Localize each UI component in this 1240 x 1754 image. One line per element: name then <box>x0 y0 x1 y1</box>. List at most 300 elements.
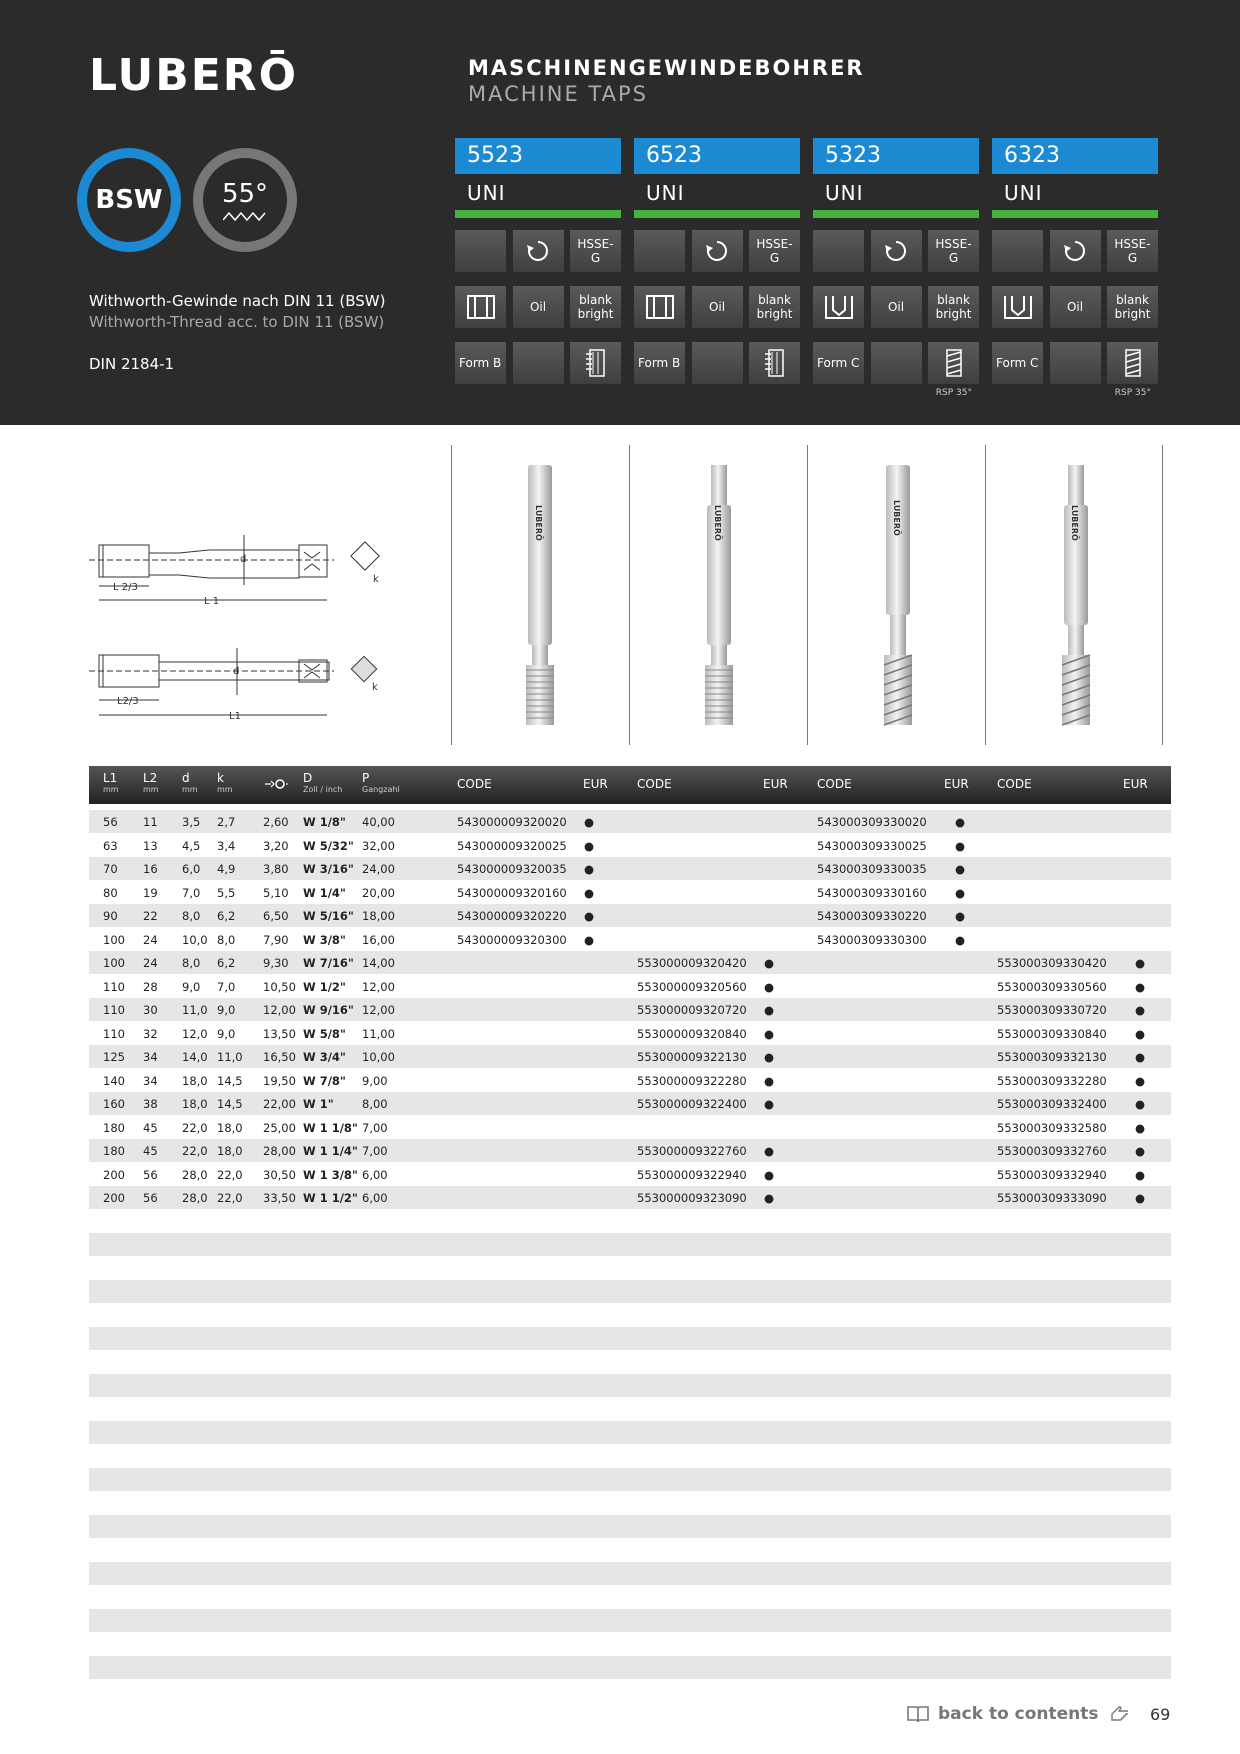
empty-row <box>89 1327 1171 1350</box>
straight-flute-icon <box>749 342 800 384</box>
table-row <box>89 857 1171 880</box>
table-cell: 553000309332580 <box>997 1120 1107 1135</box>
table-cell: 22,0 <box>182 1120 208 1135</box>
surface-finish-icon: blank bright <box>928 286 979 328</box>
spiral-flute-icon <box>928 342 979 384</box>
drill-diameter-icon <box>264 778 288 793</box>
empty-row <box>89 1421 1171 1444</box>
coolant-oil-icon: Oil <box>871 286 922 328</box>
blank-icon <box>992 230 1043 272</box>
table-cell: 553000309330420 <box>997 956 1107 970</box>
empty-row <box>89 1562 1171 1585</box>
product-tolerance: UNI <box>467 181 506 205</box>
table-cell: 180 <box>103 1144 125 1158</box>
table-row <box>89 1186 1171 1209</box>
table-cell: 6,2 <box>217 909 236 923</box>
table-cell: 6,50 <box>263 909 289 923</box>
table-cell: 3,4 <box>217 838 236 853</box>
icon-row-2 <box>455 286 621 328</box>
table-cell: 110 <box>103 1003 125 1017</box>
drawing-label-k: k <box>373 574 379 585</box>
table-cell: 6,0 <box>182 862 201 876</box>
table-cell: W 1/4" <box>303 885 346 900</box>
through-hole-icon <box>455 286 506 328</box>
col-code-2: CODE <box>637 777 672 791</box>
table-cell: 10,50 <box>263 979 296 994</box>
col-code-3: CODE <box>817 777 852 791</box>
table-cell: 34 <box>143 1073 158 1088</box>
table-cell: 22,00 <box>263 1097 296 1111</box>
icon-row-2 <box>634 286 800 328</box>
table-cell: W 3/16" <box>303 862 354 876</box>
availability-dot: ● <box>764 1167 775 1182</box>
availability-dot: ● <box>764 1191 775 1205</box>
table-row <box>89 810 1171 833</box>
table-cell: 24,00 <box>362 862 395 876</box>
table-row <box>89 1139 1171 1162</box>
empty-row <box>89 1515 1171 1538</box>
tap-image-5523 <box>460 460 620 740</box>
empty-row <box>89 1468 1171 1491</box>
table-cell: 553000009322130 <box>637 1050 747 1064</box>
table-cell: 200 <box>103 1167 125 1182</box>
table-cell: W 9/16" <box>303 1003 354 1017</box>
table-row <box>89 928 1171 951</box>
table-cell: W 1 1/8" <box>303 1120 358 1135</box>
table-cell: 543000009320020 <box>457 815 567 829</box>
straight-flute-icon <box>570 342 621 384</box>
table-cell: 543000009320300 <box>457 932 567 947</box>
table-cell: 543000309330020 <box>817 815 927 829</box>
table-cell: 13,50 <box>263 1026 296 1041</box>
table-cell: 543000309330300 <box>817 932 927 947</box>
table-cell: 3,80 <box>263 862 289 876</box>
availability-dot: ● <box>955 862 966 876</box>
col-P: P Gangzahl <box>362 771 400 794</box>
chamfer-form-icon: Form C <box>992 342 1043 384</box>
empty-row <box>89 1280 1171 1303</box>
availability-dot: ● <box>764 1097 775 1111</box>
table-cell: 7,90 <box>263 932 289 947</box>
table-cell: 110 <box>103 1026 125 1041</box>
icon-row-3 <box>992 342 1158 398</box>
col-code-1: CODE <box>457 777 492 791</box>
blind-hole-icon <box>992 286 1043 328</box>
thread-angle-badge <box>193 148 297 252</box>
table-row <box>89 951 1171 974</box>
col-eur-2: EUR <box>763 777 788 791</box>
table-row <box>89 975 1171 998</box>
divider <box>985 445 986 745</box>
table-cell: 2,60 <box>263 815 289 829</box>
table-cell: 543000309330160 <box>817 885 927 900</box>
availability-dot: ● <box>584 885 595 900</box>
icon-row-3 <box>455 342 621 384</box>
availability-dot: ● <box>584 932 595 947</box>
table-row <box>89 881 1171 904</box>
empty-row <box>89 1374 1171 1397</box>
table-cell: 80 <box>103 885 118 900</box>
blind-hole-icon <box>813 286 864 328</box>
surface-finish-icon: blank bright <box>570 286 621 328</box>
blank-icon <box>692 342 743 384</box>
table-cell: 70 <box>103 862 118 876</box>
product-code: 5523 <box>455 138 621 174</box>
table-cell: 7,00 <box>362 1144 388 1158</box>
availability-dot: ● <box>1135 1050 1146 1064</box>
empty-row <box>89 1233 1171 1256</box>
brand-logo: LUBERŌ <box>89 50 299 101</box>
blank-icon <box>455 230 506 272</box>
thread-angle-label: 55° <box>221 179 269 209</box>
availability-dot: ● <box>955 838 966 853</box>
coolant-oil-icon: Oil <box>692 286 743 328</box>
table-cell: 553000009323090 <box>637 1191 747 1205</box>
table-cell: 9,00 <box>362 1073 388 1088</box>
product-code: 6523 <box>634 138 800 174</box>
table-cell: 18,0 <box>217 1120 243 1135</box>
tap-image-5323 <box>818 460 978 740</box>
rsp-angle-label: RSP 35° <box>1114 388 1151 398</box>
table-cell: 10,0 <box>182 932 208 947</box>
table-cell: 8,00 <box>362 1097 388 1111</box>
table-cell: 18,0 <box>217 1144 243 1158</box>
uni-color-bar <box>992 210 1158 218</box>
table-cell: 553000009320840 <box>637 1026 747 1041</box>
table-cell: 63 <box>103 838 118 853</box>
table-cell: 18,0 <box>182 1097 208 1111</box>
table-cell: 16 <box>143 862 158 876</box>
table-cell: 56 <box>143 1167 158 1182</box>
tap-image-6323 <box>996 460 1156 740</box>
table-cell: W 3/4" <box>303 1050 346 1064</box>
table-cell: 20,00 <box>362 885 395 900</box>
tap-brand: LUBERŌ <box>1070 505 1079 541</box>
pointing-hand-icon <box>1107 1705 1129 1723</box>
table-cell: 6,2 <box>217 956 236 970</box>
table-cell: 10,00 <box>362 1050 395 1064</box>
uni-color-bar <box>455 210 621 218</box>
table-cell: 30 <box>143 1003 158 1017</box>
drawing-label-k2: k <box>372 682 378 693</box>
coolant-oil-icon: Oil <box>1050 286 1101 328</box>
table-cell: W 1/2" <box>303 979 346 994</box>
drawing-label-l23b: L2/3 <box>117 696 139 707</box>
page-title-de: MASCHINENGEWINDEBOHRER <box>468 56 865 80</box>
table-cell: 22,0 <box>182 1144 208 1158</box>
table-cell: 6,00 <box>362 1167 388 1182</box>
availability-dot: ● <box>764 956 775 970</box>
availability-dot: ● <box>955 909 966 923</box>
table-cell: 16,50 <box>263 1050 296 1064</box>
table-cell: 543000009320220 <box>457 909 567 923</box>
empty-row <box>89 1656 1171 1679</box>
table-cell: 33,50 <box>263 1191 296 1205</box>
icon-row-1 <box>634 230 800 272</box>
table-cell: W 5/8" <box>303 1026 346 1041</box>
table-cell: 16,00 <box>362 932 395 947</box>
table-cell: 553000309330840 <box>997 1026 1107 1041</box>
thread-description-de: Withworth-Gewinde nach DIN 11 (BSW) <box>89 292 386 310</box>
product-column-5323 <box>813 138 979 398</box>
availability-dot: ● <box>1135 1026 1146 1041</box>
divider <box>629 445 630 745</box>
rotation-right-icon <box>513 230 564 272</box>
table-cell: 12,00 <box>362 1003 395 1017</box>
drawing-label-d2: d <box>233 666 240 677</box>
divider <box>1162 445 1163 745</box>
table-cell: 7,0 <box>217 979 236 994</box>
surface-finish-icon: blank bright <box>1107 286 1158 328</box>
table-cell: 543000009320160 <box>457 885 567 900</box>
back-to-contents-label: back to contents <box>938 1704 1099 1724</box>
table-row <box>89 998 1171 1021</box>
table-cell: 140 <box>103 1073 125 1088</box>
table-cell: W 7/16" <box>303 956 354 970</box>
table-cell: 2,7 <box>217 815 236 829</box>
page-number: 69 <box>1150 1705 1171 1724</box>
table-cell: 553000309332760 <box>997 1144 1107 1158</box>
availability-dot: ● <box>584 815 595 829</box>
blank-icon <box>513 342 564 384</box>
table-row <box>89 904 1171 927</box>
material-hsse-icon: HSSE- G <box>749 230 800 272</box>
table-cell: 56 <box>103 815 118 829</box>
table-row <box>89 1022 1171 1045</box>
availability-dot: ● <box>1135 1003 1146 1017</box>
table-cell: 125 <box>103 1050 125 1064</box>
table-row <box>89 1163 1171 1186</box>
icon-row-1 <box>813 230 979 272</box>
blank-icon <box>813 230 864 272</box>
surface-finish-icon: blank bright <box>749 286 800 328</box>
availability-dot: ● <box>764 1026 775 1041</box>
table-cell: 30,50 <box>263 1167 296 1182</box>
table-cell: 160 <box>103 1097 125 1111</box>
drawing-label-l1: L 1 <box>204 596 220 607</box>
table-cell: 5,10 <box>263 885 289 900</box>
availability-dot: ● <box>584 909 595 923</box>
table-cell: 22,0 <box>217 1167 243 1182</box>
material-hsse-icon: HSSE- G <box>928 230 979 272</box>
table-cell: 110 <box>103 979 125 994</box>
availability-dot: ● <box>1135 1167 1146 1182</box>
table-cell: 9,0 <box>182 979 201 994</box>
table-cell: 45 <box>143 1144 158 1158</box>
table-cell: 4,9 <box>217 862 236 876</box>
thread-profile-icon <box>223 211 267 221</box>
table-cell: 40,00 <box>362 815 395 829</box>
table-cell: 56 <box>143 1191 158 1205</box>
table-cell: W 1 1/2" <box>303 1191 358 1205</box>
product-column-6523 <box>634 138 800 398</box>
col-D: D Zoll / inch <box>303 771 343 794</box>
table-cell: W 7/8" <box>303 1073 346 1088</box>
table-cell: 8,0 <box>217 932 236 947</box>
table-cell: 543000009320035 <box>457 862 567 876</box>
table-cell: 34 <box>143 1050 158 1064</box>
availability-dot: ● <box>1135 1073 1146 1088</box>
table-cell: 543000309330220 <box>817 909 927 923</box>
table-cell: 19,50 <box>263 1073 296 1088</box>
icon-row-1 <box>992 230 1158 272</box>
through-hole-icon <box>634 286 685 328</box>
table-cell: 45 <box>143 1120 158 1135</box>
table-cell: 553000309333090 <box>997 1191 1107 1205</box>
col-k: k mm <box>217 771 233 794</box>
icon-row-1 <box>455 230 621 272</box>
rotation-right-icon <box>871 230 922 272</box>
technical-drawings <box>89 520 449 740</box>
uni-color-bar <box>813 210 979 218</box>
table-cell: 6,00 <box>362 1191 388 1205</box>
product-column-6323 <box>992 138 1158 398</box>
table-cell: 8,0 <box>182 956 201 970</box>
table-cell: 553000309330560 <box>997 979 1107 994</box>
table-cell: 22,0 <box>217 1191 243 1205</box>
table-cell: 553000309332280 <box>997 1073 1107 1088</box>
icon-row-3 <box>813 342 979 398</box>
table-cell: 100 <box>103 956 125 970</box>
material-hsse-icon: HSSE- G <box>570 230 621 272</box>
table-cell: 100 <box>103 932 125 947</box>
table-cell: 12,00 <box>263 1003 296 1017</box>
thread-description-en: Withworth-Thread acc. to DIN 11 (BSW) <box>89 313 385 331</box>
table-cell: 553000009322400 <box>637 1097 747 1111</box>
availability-dot: ● <box>764 1050 775 1064</box>
book-icon <box>906 1704 930 1724</box>
availability-dot: ● <box>1135 956 1146 970</box>
table-cell: 14,00 <box>362 956 395 970</box>
icon-row-2 <box>813 286 979 328</box>
table-header <box>89 766 1171 804</box>
tap-image-6523 <box>639 460 799 740</box>
table-cell: 25,00 <box>263 1120 296 1135</box>
col-eur-1: EUR <box>583 777 608 791</box>
coolant-oil-icon: Oil <box>513 286 564 328</box>
table-cell: 4,5 <box>182 838 201 853</box>
drawing-label-l23: L 2/3 <box>113 582 138 593</box>
table-cell: 14,5 <box>217 1097 243 1111</box>
table-cell: W 5/16" <box>303 909 354 923</box>
table-cell: 3,5 <box>182 815 201 829</box>
availability-dot: ● <box>955 885 966 900</box>
table-cell: W 1 1/4" <box>303 1144 358 1158</box>
table-cell: W 1" <box>303 1097 334 1111</box>
icon-row-3 <box>634 342 800 384</box>
table-cell: 24 <box>143 956 158 970</box>
material-hsse-icon: HSSE- G <box>1107 230 1158 272</box>
din-standard: DIN 2184-1 <box>89 355 175 373</box>
table-cell: W 5/32" <box>303 838 354 853</box>
table-cell: 543000309330025 <box>817 838 927 853</box>
empty-row <box>89 1609 1171 1632</box>
table-cell: 18,0 <box>182 1073 208 1088</box>
divider <box>451 445 452 745</box>
table-cell: 28,0 <box>182 1191 208 1205</box>
table-row <box>89 1045 1171 1068</box>
availability-dot: ● <box>764 1003 775 1017</box>
blank-icon <box>1050 342 1101 384</box>
availability-dot: ● <box>1135 1097 1146 1111</box>
table-cell: 553000309332400 <box>997 1097 1107 1111</box>
table-cell: 11,00 <box>362 1026 395 1041</box>
table-cell: 553000009320560 <box>637 979 747 994</box>
spiral-flute-icon <box>1107 342 1158 384</box>
blank-icon <box>871 342 922 384</box>
product-tolerance: UNI <box>646 181 685 205</box>
table-cell: 11 <box>143 815 158 829</box>
table-cell: 38 <box>143 1097 158 1111</box>
availability-dot: ● <box>764 1144 775 1158</box>
chamfer-form-icon: Form B <box>634 342 685 384</box>
table-cell: 32 <box>143 1026 158 1041</box>
product-code: 5323 <box>813 138 979 174</box>
product-tolerance: UNI <box>825 181 864 205</box>
table-cell: 9,0 <box>217 1003 236 1017</box>
tap-brand: LUBERŌ <box>892 500 901 536</box>
table-cell: 32,00 <box>362 838 395 853</box>
rotation-right-icon <box>692 230 743 272</box>
availability-dot: ● <box>764 1073 775 1088</box>
availability-dot: ● <box>1135 1144 1146 1158</box>
col-d: d mm <box>182 771 198 794</box>
table-cell: 9,0 <box>217 1026 236 1041</box>
bsw-badge <box>77 148 181 252</box>
availability-dot: ● <box>1135 1191 1146 1205</box>
table-cell: 7,0 <box>182 885 201 900</box>
icon-row-2 <box>992 286 1158 328</box>
table-cell: 18,00 <box>362 909 395 923</box>
table-cell: W 3/8" <box>303 932 346 947</box>
table-cell: 553000009320420 <box>637 956 747 970</box>
table-cell: 180 <box>103 1120 125 1135</box>
header-band <box>0 0 1240 425</box>
drawing-label-d: d <box>240 554 247 565</box>
table-cell: 28 <box>143 979 158 994</box>
table-cell: 7,00 <box>362 1120 388 1135</box>
rotation-right-icon <box>1050 230 1101 272</box>
table-cell: 11,0 <box>182 1003 208 1017</box>
drawing-label-l1b: L1 <box>229 711 241 722</box>
availability-dot: ● <box>1135 979 1146 994</box>
availability-dot: ● <box>584 862 595 876</box>
bsw-badge-label: BSW <box>95 185 163 215</box>
table-cell: 9,30 <box>263 956 289 970</box>
product-code: 6323 <box>992 138 1158 174</box>
table-cell: 5,5 <box>217 885 236 900</box>
table-row <box>89 1092 1171 1115</box>
availability-dot: ● <box>584 838 595 853</box>
table-row <box>89 1116 1171 1139</box>
table-cell: 14,5 <box>217 1073 243 1088</box>
table-cell: W 1 3/8" <box>303 1167 358 1182</box>
chamfer-form-icon: Form B <box>455 342 506 384</box>
table-cell: 13 <box>143 838 158 853</box>
back-to-contents-link[interactable] <box>906 1704 1129 1724</box>
table-cell: 14,0 <box>182 1050 208 1064</box>
col-code-4: CODE <box>997 777 1032 791</box>
availability-dot: ● <box>955 815 966 829</box>
table-cell: 543000309330035 <box>817 862 927 876</box>
page-title-en: MACHINE TAPS <box>468 82 648 106</box>
table-cell: 22 <box>143 909 158 923</box>
table-cell: 28,00 <box>263 1144 296 1158</box>
availability-dot: ● <box>955 932 966 947</box>
table-cell: 553000009322760 <box>637 1144 747 1158</box>
table-cell: 12,0 <box>182 1026 208 1041</box>
blank-icon <box>634 230 685 272</box>
